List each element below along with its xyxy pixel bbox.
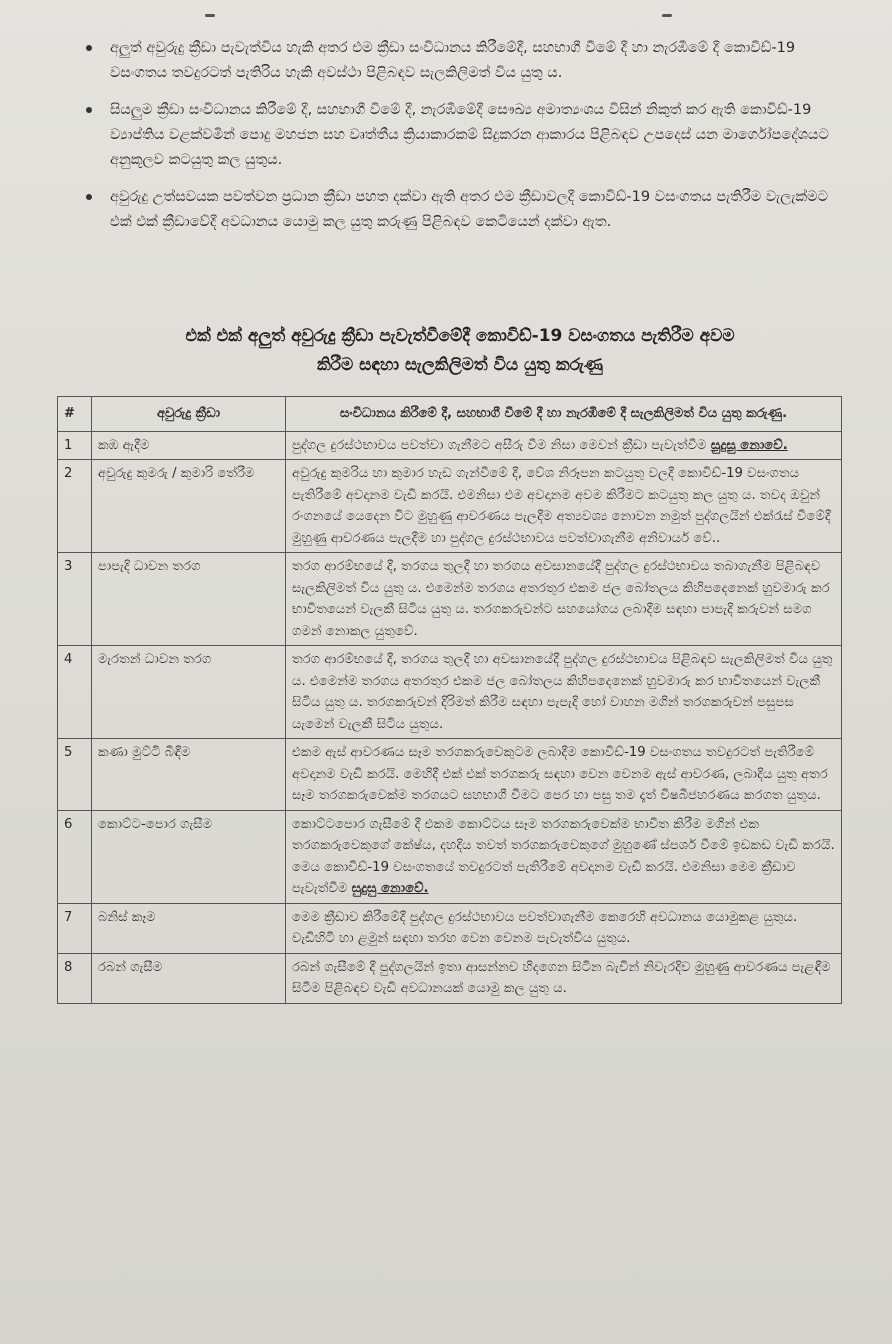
bullet-text: අලුත් අවුරුදු ක්‍රීඩා පැවැත්විය හැකි අතර එම ක්‍රීඩා සංවිධානය කිරීමේදී, සහභාගී වීමේ දී හා නැරඹීමේ දී කොවිඩ්-19 වසංගතය තවදුරටත් පැතිරිය හැකි අවස්ථා පිළිබඳව සැලකිලිමත් විය යුතු ය.: [110, 40, 796, 81]
bullet-text: සියලුම ක්‍රීඩා සංවිධානය කිරීමේ දී, සහභාගී වීමේ දී, නැරඹීමේදී සෞඛ්‍ය අමාත්‍යංශය විසින් නිකුත් කර ඇති කොවිඩ්-19 ව්‍යාප්තිය වළක්වමින් පොදු මහජන සහ වෘත්තීය ක්‍රියාකාරකම් සිදුකරන ආකාරය පිළිබඳව උපදෙස් යන මාර්ගෝපදේශයට අනුකූලව කටයුතු කල යුතුය.: [110, 102, 829, 168]
scan-mark: [205, 14, 215, 17]
scan-mark: [662, 14, 672, 17]
heading-line-1: එක් එක් අලුත් අවුරුදු ක්‍රීඩා පැවැත්වීමේදී කොවිඩ්-19 වසංගතය පැතිරීම අවම: [185, 326, 735, 346]
row-number: 1: [58, 431, 92, 460]
row-game: කඹ ඇදීම: [92, 431, 286, 460]
row-text: එකම ඇස් ආවරණය සෑම තරගකරුවෙකුටම ලබාදීම කොවිඩ්-19 වසංගතය තවදුරටත් පැතිරීමේ අවදානම වැඩි කරයි. මෙහිදී එක් එක් තරගකරු සඳහා වෙන වෙනම ඇස් ආවරණ, ලබාදිය යුතු අතර සෑම තරගකරුවෙක්ම තරගයට සහභාගී වීමට පෙර හා පසු තම දෑත් විෂබීජහරණය කරගත යුතුය.: [292, 745, 828, 803]
row-game: අවුරුදු කුමරු / කුමාරි තේරීම: [92, 460, 286, 553]
table-row: [58, 739, 842, 811]
row-text: රබන් ගැසීමේ දී පුද්ගලයින් ඉතා ආසන්නව හිදගෙන සිටින බැවින් නිවැරදිව මුහුණු ආවරණය පැළඳීම සිටීම පිළිබඳව වැඩි අවධානයක් යොමු කල යුතු ය.: [292, 959, 831, 996]
header-number: #: [58, 397, 92, 432]
row-text: අවුරුදු කුමරිය හා කුමාර හැඩ ගැන්වීමේ දී, වේශ නිරූපන කටයුතු වලදී කොවිඩ්-19 වසංගතය පැතිරීමේ අවදානම වැඩි කරයි. එමනිසා එම අවදානම අවම කිරීමට කටයුතු කල යුතු ය. තවද ඔවුන් රංගනයේ යෙදෙන විට මුහුණු ආවරණය පැලදීම අත්‍යවශ්‍ය නොවන නමුත් පුද්ගලයින් එක්රැස් වීමේදී මුහුණු ආවරණය පැලදීම හා පුද්ගල දුරස්ථභාවය පවත්වාගැනීම අනිවාර්ය වේ..: [292, 466, 831, 546]
row-text: කොට්ටපොර ගැසීමේ දී එකම කොට්ටය සෑම තරගකරුවෙක්ම භාවිත කිරීම මගින් එක තරගකරුවෙකුගේ කේෂ්ය, දහදිය තවත් තරගකරුවෙකුගේ මුහුණේ ස්පර්ශ වීමේ ඉඩකඩ වැඩි කරයි. මෙය කොවිඩ්-19 වසංගතයේ තවදුරටත් පැතිරීමේ අවදානම වැඩි කරයි. එමනිසා මෙම ක්‍රීඩාව පැවැත්වීම: [292, 816, 835, 896]
bullet-text: අවුරුදු උත්සවයක පවත්වන ප්‍රධාන ක්‍රීඩා පහත දක්වා ඇති අතර එම ක්‍රීඩාවලදී කොවිඩ්-19 වසංගතය පැතිරීම වැලැක්මට එක් එක් ක්‍රීඩාවේදී අවධානය යොමු කල යුතු කරුණු පිළිබඳව කෙටියෙන් දක්වා ඇත.: [110, 189, 829, 230]
row-number: 5: [58, 739, 92, 811]
header-precautions: සංවිධානය කිරීමේ දී, සහභාගී වීමේ දී හා නැරඹීමේ දී සැලකිලිමත් විය යුතු කරුණු.: [286, 397, 842, 432]
row-precautions: [286, 646, 842, 739]
table-row: [58, 460, 842, 553]
row-text: තරග ආරම්භයේ දී, තරගය තුලදී හා අවසානයේදී පුද්ගල දුරස්ථභාවය පිළිබඳව සැලකිලිමත් විය යුතු ය. එමෙන්ම තරගය අතරතුර එකම ජල බෝතලය කිහිපදෙනෙක් හුවමාරු කර භාවිතයෙන් වැලකී සිටිය යුතු ය. තරගකරුවන් දිරිමත් කිරීම සඳහා පැපැදි හෝ වාහන මගින් තරගකරුවන් පසුපස යැමෙන් වැලකී සිටිය යුතුය.: [292, 652, 833, 732]
table-row: [58, 431, 842, 460]
row-game: රබන් ගැසීම: [92, 953, 286, 1003]
row-game: බනිස් කෑම: [92, 903, 286, 953]
table-header-row: [58, 397, 842, 432]
row-precautions: [286, 953, 842, 1003]
row-game: පාපැදි ධාවන තරග: [92, 553, 286, 646]
row-number: 3: [58, 553, 92, 646]
row-precautions: [286, 553, 842, 646]
row-number: 2: [58, 460, 92, 553]
heading-line-2: කිරීම සඳහා සැලකිලිමත් විය යුතු කරුණු: [316, 355, 604, 375]
row-precautions: [286, 903, 842, 953]
row-precautions: [286, 810, 842, 903]
row-text: තරග ආරම්භයේ දී, තරගය තුලදී හා තරගය අවසානයේදී පුද්ගල දුරස්ථභාවය තබාගැනීම පිළිබඳව සැලකිලිමත් විය යුතු ය. එමෙන්ම තරගය අතරතුර එකම ජල බෝතලය කිහිපදෙනෙක් හුවමාරු කර භාවිතයෙන් වැලකී සිටිය යුතු ය. තරගකරුවන්ට සහයෝගය ලබාදීම සඳහා පාපැදි කරුවන් සමග ගමන් නොකල යුතුවේ.: [292, 559, 830, 639]
bullet-item: [84, 36, 844, 86]
row-text: මෙම ක්‍රීඩාව කිරීමේදී පුද්ගල දුරස්ථභාවය පවත්වාගැනීම කෙරෙහි අවධානය යොමුකළ යුතුය. වැඩිහිටි හා ළමුන් සඳහා තරහ වෙන වෙනම පැවැත්විය යුතුය.: [292, 909, 798, 946]
guidelines-table: [57, 396, 842, 1004]
row-game: මැරතන් ධාවන තරග: [92, 646, 286, 739]
row-emphasis: සුදුසු නොවේ.: [351, 881, 429, 896]
bullet-dot-icon: [86, 107, 92, 113]
header-game: අවුරුදු ක්‍රීඩා: [92, 397, 286, 432]
table-row: [58, 810, 842, 903]
row-number: 4: [58, 646, 92, 739]
bullet-dot-icon: [86, 45, 92, 51]
row-game: කොට්ට-පොර ගැසීම: [92, 810, 286, 903]
row-game: කණා මුට්ටි බිඳීම: [92, 739, 286, 811]
table-row: [58, 953, 842, 1003]
row-emphasis: සුදුසු නොවේ.: [710, 437, 788, 453]
bullet-item: [84, 185, 844, 235]
section-heading: [120, 322, 800, 380]
row-text: පුද්ගල දුරස්ථභාවය පවත්වා ගැනීමට අසීරු වීම නිසා මෙවන් ක්‍රීඩා පැවැත්වීම: [292, 437, 707, 453]
row-number: 8: [58, 953, 92, 1003]
bullet-dot-icon: [86, 194, 92, 200]
table-row: [58, 646, 842, 739]
row-number: 7: [58, 903, 92, 953]
table-row: [58, 903, 842, 953]
table-row: [58, 553, 842, 646]
row-precautions: [286, 431, 842, 460]
row-precautions: [286, 739, 842, 811]
row-number: 6: [58, 810, 92, 903]
bullet-list: [84, 36, 844, 247]
row-precautions: [286, 460, 842, 553]
bullet-item: [84, 98, 844, 173]
